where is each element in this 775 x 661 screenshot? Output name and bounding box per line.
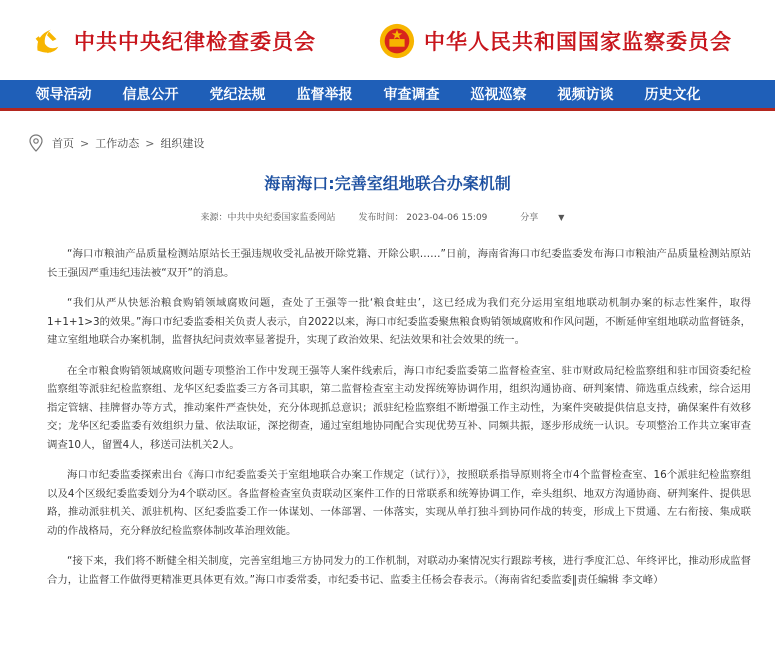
nav-item-supervision-report[interactable]: 监督举报 [296,87,353,103]
article-paragraph: “我们从严从快惩治粮食购销领域腐败问题，查处了王强等一批‘粮食蛀虫’，这已经成为我们充分运用室组地联动机制办案的标志性案件，取得1+1+1>3的效果。”海口市纪委监委相关负责人表示，自2022以来，海口市纪委监委聚焦粮食购销领域腐败和作风问题，不断延伸室组地联动监督链条，建立室组地联合办案机制，监督执纪问责效率显著提升，实现了政治效果、纪法效果和社会效果的统一。 [47,297,751,346]
location-pin-icon [28,134,44,152]
article-meta [0,210,775,223]
article-source: 来源：中共中央纪委国家监委网站 [200,213,336,223]
article-paragraph: “接下来，我们将不断健全相关制度，完善室组地三方协同发力的工作机制，对联动办案情况实行跟踪考核，进行季度汇总、年终评比，推动形成监督合力，让监督工作做得更精准更具体更有效。”海口市委常委，市纪委书记、监委主任杨会春表示。（海南省纪委监委‖责任编辑 李文峰） [47,555,751,586]
breadcrumb-org-building[interactable]: 组织建设 [160,137,205,150]
breadcrumb-separator: > [80,136,90,150]
nav-item-info-disclosure[interactable]: 信息公开 [122,87,179,103]
breadcrumb-work-news[interactable]: 工作动态 [95,137,140,150]
article-body [47,245,751,601]
nav-item-inspection[interactable]: 巡视巡察 [470,87,527,103]
nav-item-leadership[interactable]: 领导活动 [35,87,92,103]
breadcrumb-home[interactable]: 首页 [52,137,74,150]
masthead [0,0,775,80]
article-paragraph: 海口市纪委监委探索出台《海口市纪委监委关于室组地联合办案工作规定（试行）》，按照联系指导原则将全市4个监督检查室、16个派驻纪检监察组以及4个区级纪委监委划分为4个联动区。各监督检查室负责联动区案件工作的日常联系和统筹协调工作，牵头组织、地双方沟通协商、研判案件、提供思路，推动派驻机关、派驻机构、区纪委监委工作一体谋划、一体部署、一体落实，实现从单打独斗到协同作战的转变，形成上下贯通、左右衔接、集成联动的作战格局，充分释放纪检监察体制改革治理效能。 [47,469,751,537]
breadcrumb-separator: > [145,136,155,150]
article-paragraph: 在全市粮食购销领域腐败问题专项整治工作中发现王强等人案件线索后，海口市纪委监委第二监督检查室、驻市财政局纪检监察组和驻市国资委纪检监察组等派驻纪检监察组、龙华区纪委监委三方各司其职，第二监督检查室主动发挥统筹协调作用，组织沟通协商、研判案情、筛选重点线索，综合运用指定管辖、挂牌督办等方式，推动案件严查快处，充分体现抓总意识；派驻纪检监察组不断增强工作主动性，为案件突破提供信息支持，确保案件有效移交；龙华区纪委监委有效组织力量、依法取证，深挖彻查，通过室组地协同配合实现优势互补、同频共振，逐步形成统一认识。专项整治工作共立案审查调查10人，留置4人，移送司法机关2人。 [47,364,751,451]
ccdi-logo[interactable] [28,22,316,60]
nav-item-regulations[interactable]: 党纪法规 [209,87,266,103]
main-nav [0,80,775,111]
right-org-name: 中华人民共和国国家监察委员会 [424,29,732,54]
left-org-name: 中共中央纪律检查委员会 [74,29,316,54]
article-title: 海南海口:完善室组地联合办案机制 [264,174,511,193]
breadcrumb [28,134,204,152]
article-publish-time: 发布时间： 2023-04-06 15:09 [358,213,488,223]
share-button[interactable] [510,213,574,223]
nav-item-video[interactable]: 视频访谈 [557,87,614,103]
nav-item-investigation[interactable]: 审查调查 [383,87,440,103]
article-paragraph: “海口市粮油产品质量检测站原站长王强违规收受礼品被开除党籍、开除公职……”日前，海南省海口市纪委监委发布海口市粮油产品质量检测站原站长王强因严重违纪违法被“双开”的消息。 [47,248,751,279]
share-label: 分享 [520,213,539,223]
national-emblem-icon [378,22,416,60]
chevron-down-icon: ▼ [558,213,565,222]
party-emblem-icon [28,22,66,60]
nav-item-history[interactable]: 历史文化 [644,87,701,103]
nsc-logo[interactable] [378,22,732,60]
